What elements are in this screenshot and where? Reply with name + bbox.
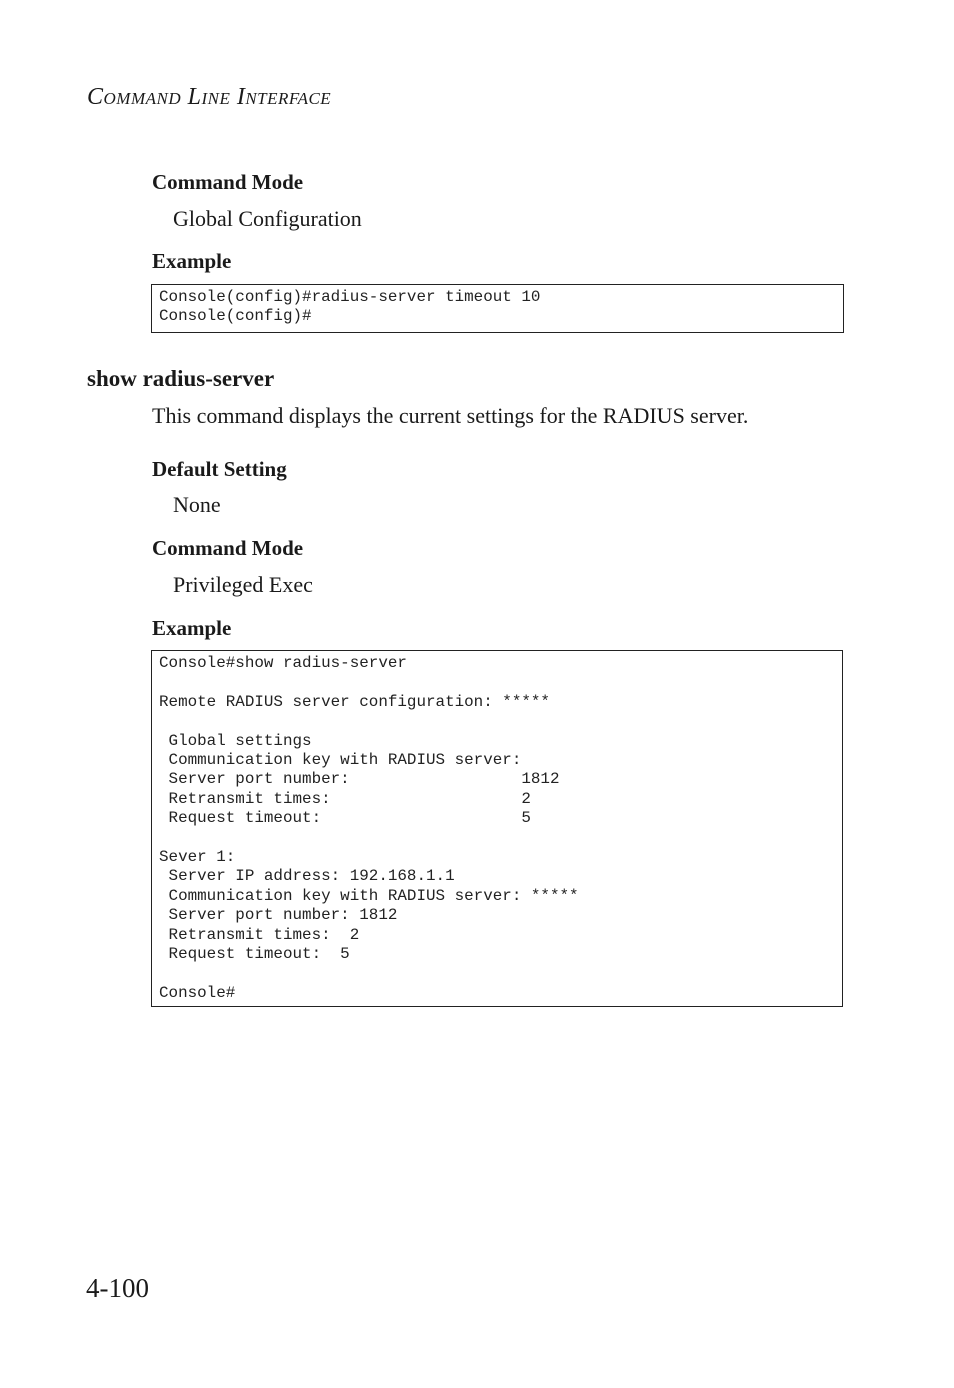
example-code: Console(config)#radius-server timeout 10 Console(config)# xyxy=(159,288,541,326)
command-mode-value: Global Configuration xyxy=(173,206,362,231)
page-number: 4-100 xyxy=(86,1273,149,1303)
example-heading: Example xyxy=(152,249,232,273)
section-title: show radius-server xyxy=(87,366,275,391)
section-description: This command displays the current settings for the RADIUS server. xyxy=(152,403,749,428)
example-code: Console#show radius-server Remote RADIUS server configuration: ***** Global settings Communication key with RADIUS server: Server port number: 1812 Retransmit times: 2 Request timeout: 5 Sever 1: Server IP address: 192.168.1.1 Communication key with RADIUS server: ***** Server port number: 1812 Retransmit times: 2 Request timeout: 5 Console# xyxy=(159,654,579,1002)
example-code-box xyxy=(151,284,844,333)
default-setting-value: None xyxy=(173,492,221,517)
running-header: Command Line Interface xyxy=(87,84,332,110)
command-mode-value: Privileged Exec xyxy=(173,572,313,597)
example-code-box xyxy=(151,650,843,1007)
command-mode-heading: Command Mode xyxy=(152,536,304,560)
command-mode-heading: Command Mode xyxy=(152,170,304,194)
example-heading: Example xyxy=(152,616,232,640)
default-setting-heading: Default Setting xyxy=(152,457,287,481)
